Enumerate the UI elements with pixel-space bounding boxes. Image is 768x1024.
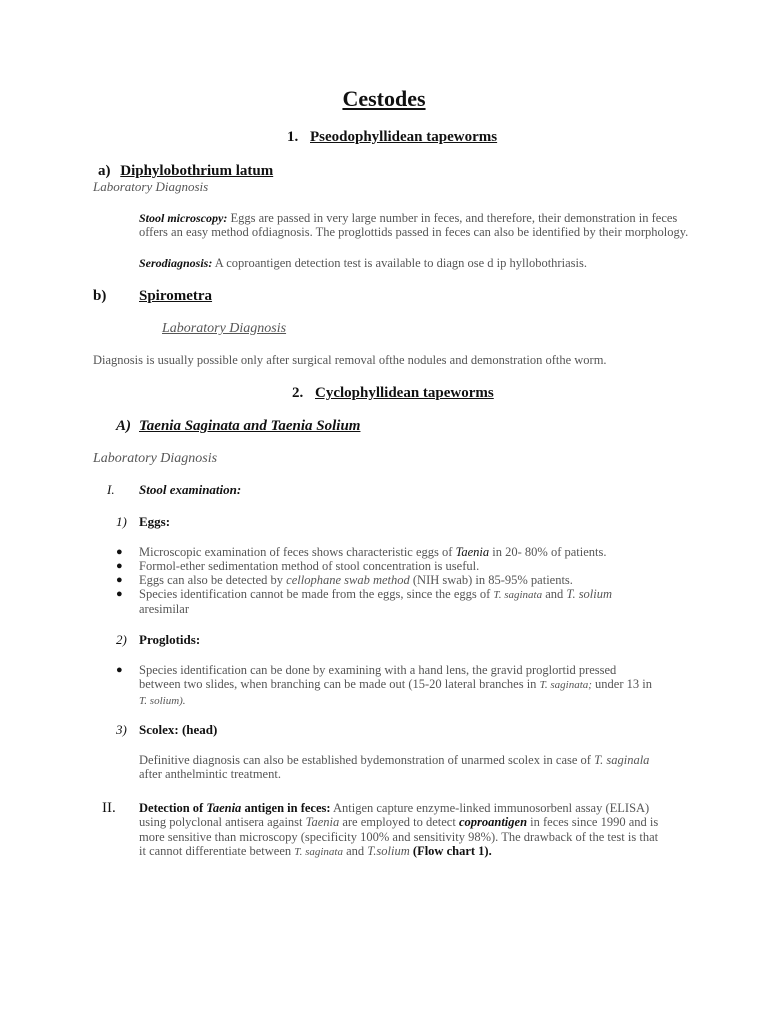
detection-heading xyxy=(139,801,331,815)
section-2-title: Cyclophyllidean tapeworms xyxy=(315,385,494,401)
detection-line-2-bold-italic: coproantigen xyxy=(458,815,528,830)
eggs-bullet-3 xyxy=(139,573,573,588)
eggs-heading: Eggs: xyxy=(139,514,171,529)
serodiagnosis-paragraph xyxy=(139,256,699,270)
eggs-bullet-4 xyxy=(139,587,699,617)
subsection-a-heading xyxy=(98,163,273,180)
serodiagnosis-label: Serodiagnosis: xyxy=(139,256,213,270)
bullet-icon: ● xyxy=(116,546,123,558)
eggs-bullet-4-italic-2: T. solium xyxy=(566,587,613,601)
detection-heading-italic: Taenia xyxy=(206,801,242,815)
section-2-heading xyxy=(292,385,494,402)
eggs-bullet-4-text: Species identification cannot be made from the eggs, since the eggs of xyxy=(139,587,494,601)
section-2-number: 2. xyxy=(292,385,304,401)
detection-line-2: using polyclonal antisera against xyxy=(139,815,306,830)
eggs-marker: 1) xyxy=(116,514,127,529)
eggs-bullet-1-text-end: in 20- 80% of patients. xyxy=(489,545,607,559)
stool-microscopy-line-2: offers an easy method ofdiagnosis. The proglottids passed in feces can also be identified by their morphology. xyxy=(139,225,689,240)
stool-microscopy-line-1: Eggs are passed in very large number in feces, and therefore, their demonstration in feces xyxy=(230,211,678,225)
proglotids-marker: 2) xyxy=(116,632,127,647)
subsection-A-title: Taenia Saginata and Taenia Solium xyxy=(139,418,361,434)
proglotids-line-2-end: under 13 in xyxy=(591,677,652,692)
detection-line-3: more sensitive than microscopy (specificity 100% and sensitivity 98%). The drawback of the test is that xyxy=(139,829,659,844)
stool-examination-heading: Stool examination: xyxy=(139,482,242,497)
detection-line-4-bold: (Flow chart 1). xyxy=(409,843,492,858)
subsection-a-title: Diphylobothrium latum xyxy=(120,163,274,179)
eggs-bullet-3-text: Eggs can also be detected by xyxy=(139,573,287,587)
lab-diagnosis-a: Laboratory Diagnosis xyxy=(93,179,209,194)
eggs-bullet-3-italic: cellophane swab method xyxy=(286,573,410,587)
scolex-line-1-italic: T. saginala xyxy=(594,753,650,767)
eggs-bullet-4-italic-1: T. saginata xyxy=(493,589,543,601)
bullet-icon: ● xyxy=(116,664,123,676)
eggs-bullet-4-line-2: aresimilar xyxy=(139,602,189,617)
stool-microscopy-paragraph xyxy=(139,211,699,240)
detection-line-4-italic-1: T. saginata xyxy=(294,845,343,858)
detection-line-4: it cannot differentiate between xyxy=(139,843,295,858)
bullet-icon: ● xyxy=(116,588,123,600)
eggs-bullet-1 xyxy=(139,545,606,560)
subsection-b-title: Spirometra xyxy=(139,288,213,304)
detection-paragraph xyxy=(139,801,709,859)
subsection-A-marker: A) xyxy=(116,418,131,434)
lab-diagnosis-taenia: Laboratory Diagnosis xyxy=(93,451,218,466)
proglotids-bullet xyxy=(139,663,699,708)
subsection-b-marker: b) xyxy=(93,288,107,304)
detection-line-4-and: and xyxy=(342,843,368,858)
roman-I-marker: I. xyxy=(107,482,115,497)
eggs-bullet-2: Formol-ether sedimentation method of stool concentration is useful. xyxy=(139,559,480,573)
bullet-icon: ● xyxy=(116,560,123,572)
stool-microscopy-label: Stool microscopy: xyxy=(139,211,228,225)
proglotids-line-2-italic: T. saginata; xyxy=(539,679,592,692)
detection-heading-end: antigen in feces: xyxy=(241,801,331,815)
roman-II-marker: II. xyxy=(102,800,116,816)
detection-heading-text: Detection of xyxy=(139,801,207,815)
proglotids-heading: Proglotids: xyxy=(139,632,201,647)
detection-line-4-italic-2: T.solium xyxy=(367,843,410,858)
section-1-number: 1. xyxy=(287,129,299,145)
detection-line-1: Antigen capture enzyme-linked immunosorbenl assay (ELISA) xyxy=(330,801,650,815)
section-1-title: Pseodophyllidean tapeworms xyxy=(310,129,498,145)
proglotids-line-2: between two slides, when branching can be made out (15-20 lateral branches in xyxy=(139,677,540,692)
detection-line-2-mid: are employed to detect xyxy=(339,815,459,830)
scolex-line-2: after anthelmintic treatment. xyxy=(139,767,281,782)
detection-line-2-italic: Taenia xyxy=(305,815,340,830)
page-title: Cestodes xyxy=(342,86,426,111)
scolex-paragraph xyxy=(139,753,699,782)
scolex-marker: 3) xyxy=(116,722,127,737)
eggs-bullet-4-and: and xyxy=(542,587,567,601)
proglotids-line-1: Species identification can be done by examining with a hand lens, the gravid proglortid pressed xyxy=(139,663,617,677)
eggs-bullet-1-text: Microscopic examination of feces shows characteristic eggs of xyxy=(139,545,456,559)
section-1-heading xyxy=(287,129,497,146)
bullet-icon: ● xyxy=(116,574,123,586)
scolex-line-1: Definitive diagnosis can also be established bydemonstration of unarmed scolex in case of xyxy=(139,753,595,767)
spirometra-diagnosis-text: Diagnosis is usually possible only after surgical removal ofthe nodules and demonstration ofthe worm. xyxy=(93,353,607,367)
eggs-bullet-3-text-end: (NIH swab) in 85-95% patients. xyxy=(409,573,573,587)
serodiagnosis-text: A coproantigen detection test is available to diagn ose d ip hyllobothriasis. xyxy=(214,256,587,270)
lab-diagnosis-b: Laboratory Diagnosis xyxy=(162,321,287,336)
eggs-bullet-1-italic: Taenia xyxy=(455,545,490,559)
subsection-a-marker: a) xyxy=(98,163,111,179)
proglotids-line-3: T. solium). xyxy=(139,694,186,707)
scolex-heading: Scolex: (head) xyxy=(139,722,218,737)
detection-line-2-end: in feces since 1990 and is xyxy=(527,815,659,830)
